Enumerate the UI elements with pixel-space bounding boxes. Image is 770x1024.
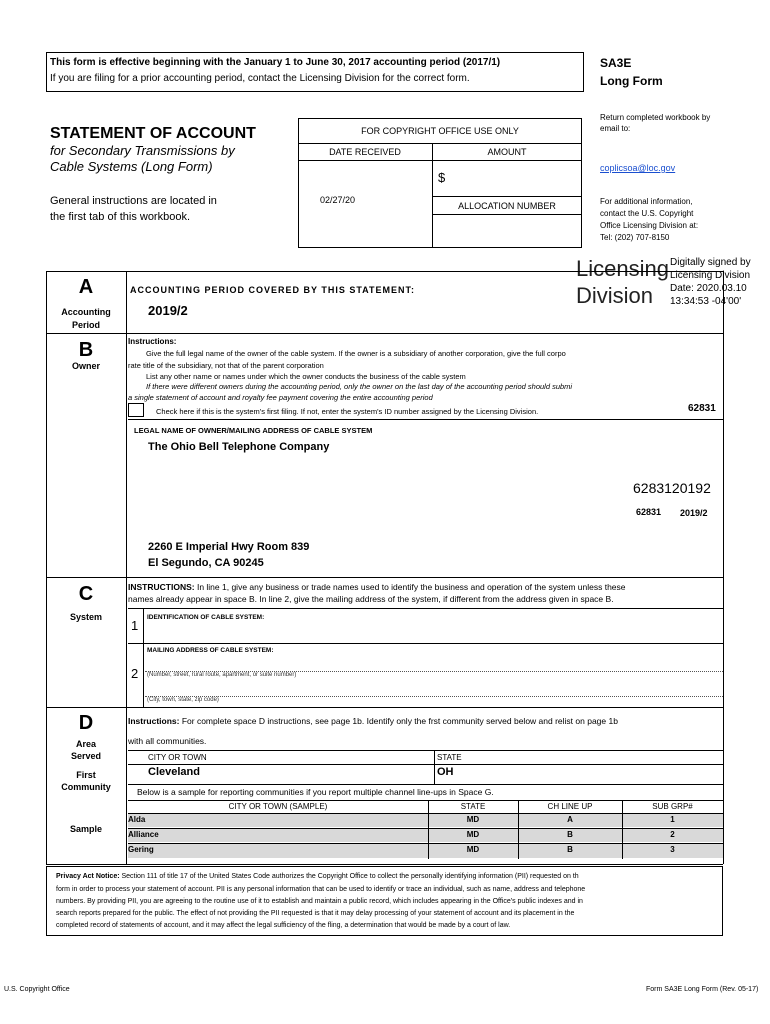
signature-licensing: Licensing <box>576 256 669 281</box>
signature-line-1: Digitally signed by <box>670 257 751 268</box>
line-1-number: 1 <box>131 618 139 633</box>
small-period: 2019/2 <box>680 508 708 518</box>
privacy-line-3: numbers. By providing PII, you are agreeing to the routine use of it to establish and maintain a public record, which includes appearing in the Office's public indexes and in <box>56 898 583 905</box>
statement-subtitle-2: Cable Systems (Long Form) <box>50 159 213 174</box>
return-email-link[interactable]: coplicsoa@loc.gov <box>600 163 676 173</box>
mailing-label: MAILING ADDRESS OF CABLE SYSTEM: <box>147 647 274 654</box>
section-c-instructions <box>128 582 626 592</box>
section-d-side-3: First <box>76 770 96 780</box>
sample-header-city: CITY OR TOWN (SAMPLE) <box>228 802 328 811</box>
system-id-value: 62831 <box>688 403 716 414</box>
effective-line: This form is effective beginning with the January 1 to June 30, 2017 accounting period (2017/1) <box>50 57 501 68</box>
section-a-letter: A <box>78 276 94 298</box>
identification-label: IDENTIFICATION OF CABLE SYSTEM: <box>147 614 265 621</box>
footer-right: Form SA3E Long Form (Rev. 05-17) <box>646 986 759 993</box>
section-c-letter: C <box>78 583 94 605</box>
owner-name: The Ohio Bell Telephone Company <box>148 441 330 453</box>
signature-division: Division <box>576 283 654 308</box>
section-d-side-1: Area <box>75 739 96 749</box>
more-info-4: Tel: (202) 707-8150 <box>600 233 670 242</box>
sample-row-2-city: Alliance <box>128 830 159 839</box>
section-c-side: System <box>69 612 103 622</box>
privacy-line-4: search reports prepared for the public. The effect of not providing the PII requested is that it may delay processing of your statement of account and its placement in the <box>56 910 575 917</box>
accounting-period-heading: ACCOUNTING PERIOD COVERED BY THIS STATEMENT: <box>130 285 416 295</box>
section-d-instructions-label: Instructions: <box>128 716 180 726</box>
privacy-text-1: Section 111 of title 17 of the United States Code authorizes the Copyright Office to collect the personally identifying information (PII) requested on th <box>119 873 579 880</box>
mailing-street-field[interactable] <box>145 658 723 671</box>
section-d-letter: D <box>78 712 94 734</box>
section-d-side-5: Sample <box>69 824 102 834</box>
signature-line-2: Licensing Division <box>670 270 751 281</box>
mailing-city-field[interactable] <box>145 683 723 696</box>
sample-note: Below is a sample for reporting communities if you report multiple channel line-ups in Space G. <box>137 787 494 797</box>
signature-line-4: 13:34:53 -04'00' <box>670 296 742 307</box>
big-system-id: 6283120192 <box>633 480 711 496</box>
privacy-line-5: completed record of statements of account, and it may affect the legal sufficiency of the fling, a determination that would be made by a court of law. <box>56 922 511 929</box>
section-d-instructions <box>128 716 618 726</box>
small-system-id: 62831 <box>636 507 662 517</box>
allocation-number-label: ALLOCATION NUMBER <box>458 201 556 211</box>
privacy-line-1 <box>56 873 579 880</box>
date-received-value: 02/27/20 <box>320 195 356 205</box>
section-b-side: Owner <box>71 361 100 371</box>
first-community-state[interactable]: OH <box>437 766 454 778</box>
section-d-side-2: Served <box>70 751 102 761</box>
owner-address-1: 2260 E Imperial Hwy Room 839 <box>148 541 310 553</box>
accounting-period-value: 2019/2 <box>148 303 188 318</box>
section-b-letter: B <box>78 339 94 361</box>
section-d-instr-1: For complete space D instructions, see page 1b. Identify only the frst community served below and relist on page 1b <box>179 716 618 726</box>
form-type: Long Form <box>600 74 663 88</box>
section-b-instr-2: rate title of the subsidiary, not that of the parent corporation <box>128 361 324 370</box>
section-d-instr-2: with all communities. <box>128 736 207 746</box>
state-label: STATE <box>437 753 462 762</box>
more-info-1: For additional information, <box>600 197 693 206</box>
section-c-instr-1: In line 1, give any business or trade names used to identify the business and operation of the system unless these <box>194 582 626 592</box>
form-code: SA3E <box>600 56 632 70</box>
line-2-number: 2 <box>131 666 139 681</box>
sample-row-3-chlineup: B <box>567 845 573 854</box>
street-hint: (Number, street, rural route, apartment, or suite number) <box>147 672 297 678</box>
sample-header-chlineup: CH LINE UP <box>547 802 593 811</box>
first-filing-checkbox[interactable] <box>128 403 144 417</box>
section-c-instr-2: names already appear in space B. In line 2, give the mailing address of the system, if different from the address given in space B. <box>128 594 614 604</box>
section-b-instr-4: If there were different owners during the accounting period, only the owner on the last day of the accounting period should submi <box>146 382 573 391</box>
sample-row-1-state: MD <box>466 815 480 824</box>
sample-row-2-subgrp: 2 <box>670 830 675 839</box>
sample-row-1-subgrp: 1 <box>670 815 675 824</box>
first-community-city[interactable]: Cleveland <box>148 766 200 778</box>
privacy-label: Privacy Act Notice: <box>56 873 120 880</box>
statement-subtitle-1: for Secondary Transmissions by <box>50 143 235 158</box>
return-text: Return completed workbook by email to: <box>600 113 711 133</box>
section-c-instructions-label: INSTRUCTIONS: <box>128 582 195 592</box>
general-instructions-2: the first tab of this workbook. <box>50 211 191 223</box>
footer-left: U.S. Copyright Office <box>4 986 70 993</box>
sample-row-3-city: Gering <box>128 845 154 854</box>
sample-row-2-state: MD <box>466 830 480 839</box>
amount-label: AMOUNT <box>487 147 527 157</box>
first-filing-text: Check here if this is the system's first filing. If not, enter the system's ID number assigned by the Licensing Division. <box>156 407 539 416</box>
more-info-3: Office Licensing Division at: <box>600 221 699 230</box>
general-instructions-1: General instructions are located in <box>50 195 217 207</box>
sample-row-3-subgrp: 3 <box>670 845 675 854</box>
sample-row-1-city: Alda <box>128 815 146 824</box>
section-b-instr-5: a single statement of account and royalty fee payment covering the entire accounting period <box>128 393 433 402</box>
prior-period-line: If you are filing for a prior accounting period, contact the Licensing Division for the correct form. <box>50 73 470 84</box>
sample-row-1-chlineup: A <box>567 815 573 824</box>
sample-header-subgrp: SUB GRP# <box>652 802 693 811</box>
city-or-town-label: CITY OR TOWN <box>148 753 207 762</box>
owner-address-2: El Segundo, CA 90245 <box>148 557 264 569</box>
frame-side-divider <box>126 271 127 864</box>
amount-dollar: $ <box>438 170 446 185</box>
section-b-instr-1: Give the full legal name of the owner of the cable system. If the owner is a subsidiary of another corporation, give the full corpo <box>146 349 566 358</box>
section-b-instructions-label: Instructions: <box>128 337 177 346</box>
more-info-2: contact the U.S. Copyright <box>600 209 694 218</box>
statement-title: STATEMENT OF ACCOUNT <box>50 125 256 142</box>
sample-row-2-chlineup: B <box>567 830 573 839</box>
section-d-side-4: Community <box>61 782 111 792</box>
sample-header-state: STATE <box>460 802 486 811</box>
section-a-side-1: Accounting <box>61 307 111 317</box>
privacy-line-2: form in order to process your statement of account. PII is any personal information that can be used to identify or trace an individual, such as name, address and telephone <box>56 886 586 893</box>
signature-line-3: Date: 2020.03.10 <box>670 283 747 294</box>
office-use-heading: FOR COPYRIGHT OFFICE USE ONLY <box>361 126 519 136</box>
owner-label: LEGAL NAME OF OWNER/MAILING ADDRESS OF CABLE SYSTEM <box>134 426 373 435</box>
identification-field[interactable] <box>143 625 723 643</box>
frame-right <box>723 271 724 864</box>
city-hint: (City, town, state, zip code) <box>147 697 219 703</box>
section-a-side-2: Period <box>71 320 100 330</box>
date-received-label: DATE RECEIVED <box>329 147 401 157</box>
sample-row-3-state: MD <box>466 845 480 854</box>
section-b-instr-3: List any other name or names under which the owner conducts the business of the cable system <box>146 372 466 381</box>
